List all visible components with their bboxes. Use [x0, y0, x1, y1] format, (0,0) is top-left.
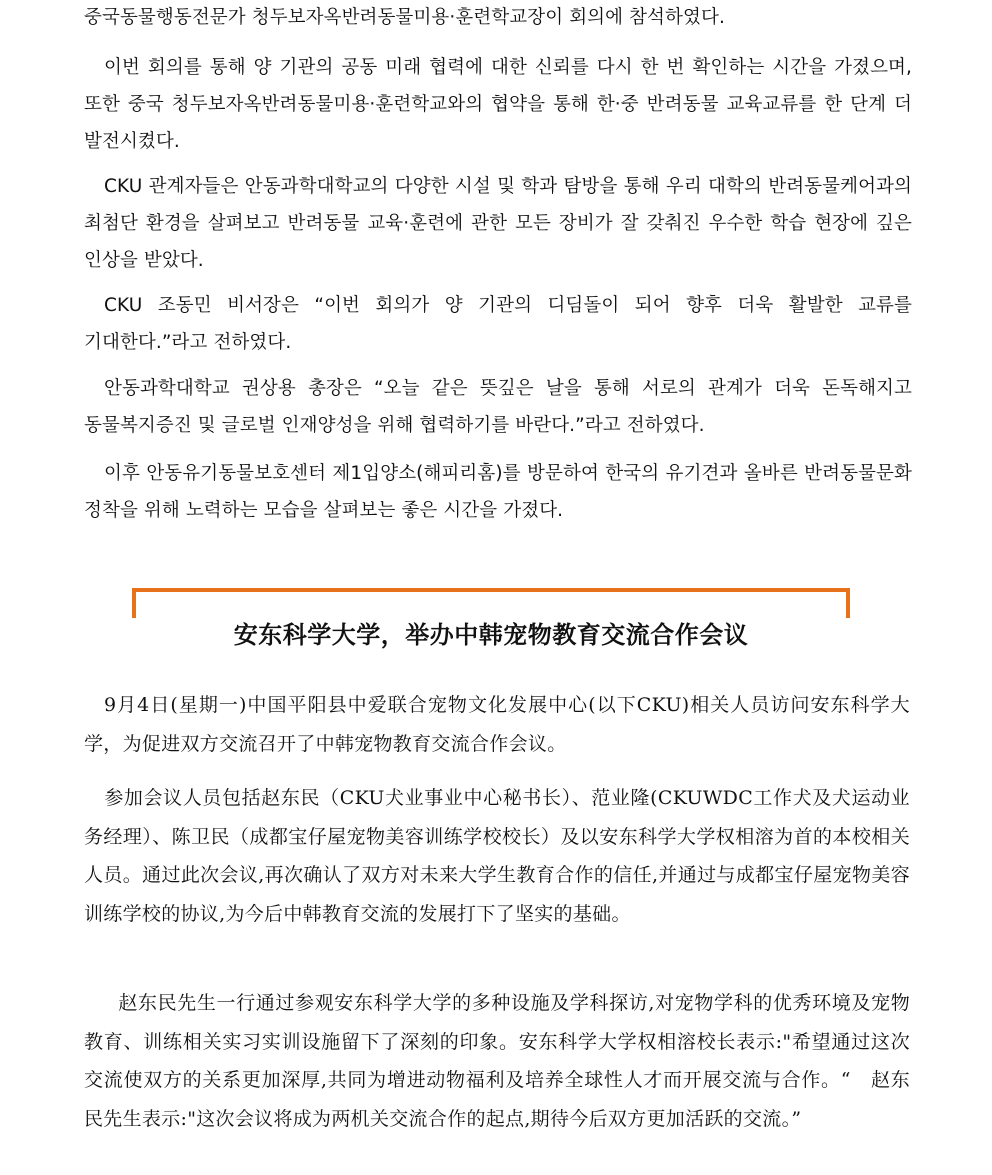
- korean-paragraph-2: [84, 49, 912, 160]
- korean-paragraph-2-text: 이번 회의를 통해 양 기관의 공동 미래 협력에 대한 신뢰를 다시 한 번 확인하는 시간을 가졌으며, 또한 중국 청두보자옥반려동물미용·훈련학교와의 협약을 통해 한·중 반려동물 교육교류를 한 단계 더 발전시켰다.: [84, 57, 912, 152]
- chinese-paragraph-1: [84, 686, 910, 763]
- section-title: 安东科学大学，举办中韩宠物教育交流合作会议: [233, 620, 749, 649]
- korean-paragraph-4-text: CKU 조동민 비서장은 “이번 회의가 양 기관의 디딤돌이 되어 향후 더욱 활발한 교류를 기대한다.”라고 전하였다.: [84, 295, 912, 353]
- korean-paragraph-6: [84, 455, 912, 529]
- chinese-paragraph-2-text: 参加会议人员包括赵东民（CKU犬业事业中心秘书长）、范业隆(CKUWDC工作犬及犬运动业务经理）、陈卫民（成都宝仔屋宠物美容训练学校校长）及以安东科学大学权相溶为首的本校相关人员。通过此次会议,再次确认了双方对未来大学生教育合作的信任,并通过与成都宝仔屋宠物美容训练学校的协议,为今后中韩教育交流的发展打下了坚实的基础。: [84, 787, 910, 925]
- korean-paragraph-5: [84, 370, 912, 444]
- korean-paragraph-3-text: CKU 관계자들은 안동과학대학교의 다양한 시설 및 학과 탐방을 통해 우리 대학의 반려동물케어과의 최첨단 환경을 살펴보고 반려동물 교육·훈련에 관한 모든 장비가 잘 갖춰진 우수한 학습 현장에 깊은 인상을 받았다.: [84, 176, 912, 271]
- korean-paragraph-1: 중국동물행동전문가 청두보자옥반려동물미용·훈련학교장이 회의에 참석하였다.: [84, 7, 725, 28]
- chinese-paragraph-1-text: 9月4日(星期一)中国平阳县中爱联合宠物文化发展中心(以下CKU)相关人员访问安东科学大学，为促进双方交流召开了中韩宠物教育交流合作会议。: [84, 694, 910, 755]
- chinese-paragraph-2: [84, 779, 910, 933]
- korean-paragraph-5-text: 안동과학대학교 권상용 총장은 “오늘 같은 뜻깊은 날을 통해 서로의 관계가 더욱 돈독해지고 동물복지증진 및 글로벌 인재양성을 위해 협력하기를 바란다.”라고 전하였다.: [84, 378, 912, 436]
- chinese-paragraph-3-text: 赵东民先生一行通过参观安东科学大学的多种设施及学科探访,对宠物学科的优秀环境及宠物教育、训练相关实习实训设施留下了深刻的印象。安东科学大学权相溶校长表示:"希望通过这次交流使双方的关系更加深厚,共同为增进动物福利及培养全球性人才而开展交流与合作。“ 赵东民先生表示:"这次会议将成为两机关交流合作的起点,期待今后双方更加活跃的交流。”: [84, 992, 910, 1130]
- korean-paragraph-3: [84, 168, 912, 279]
- korean-paragraph-4: [84, 287, 912, 361]
- chinese-paragraph-3: [84, 984, 910, 1138]
- korean-paragraph-6-text: 이후 안동유기동물보호센터 제1입양소(해피리홈)를 방문하여 한국의 유기견과 올바른 반려동물문화 정착을 위해 노력하는 모습을 살펴보는 좋은 시간을 가졌다.: [84, 463, 912, 521]
